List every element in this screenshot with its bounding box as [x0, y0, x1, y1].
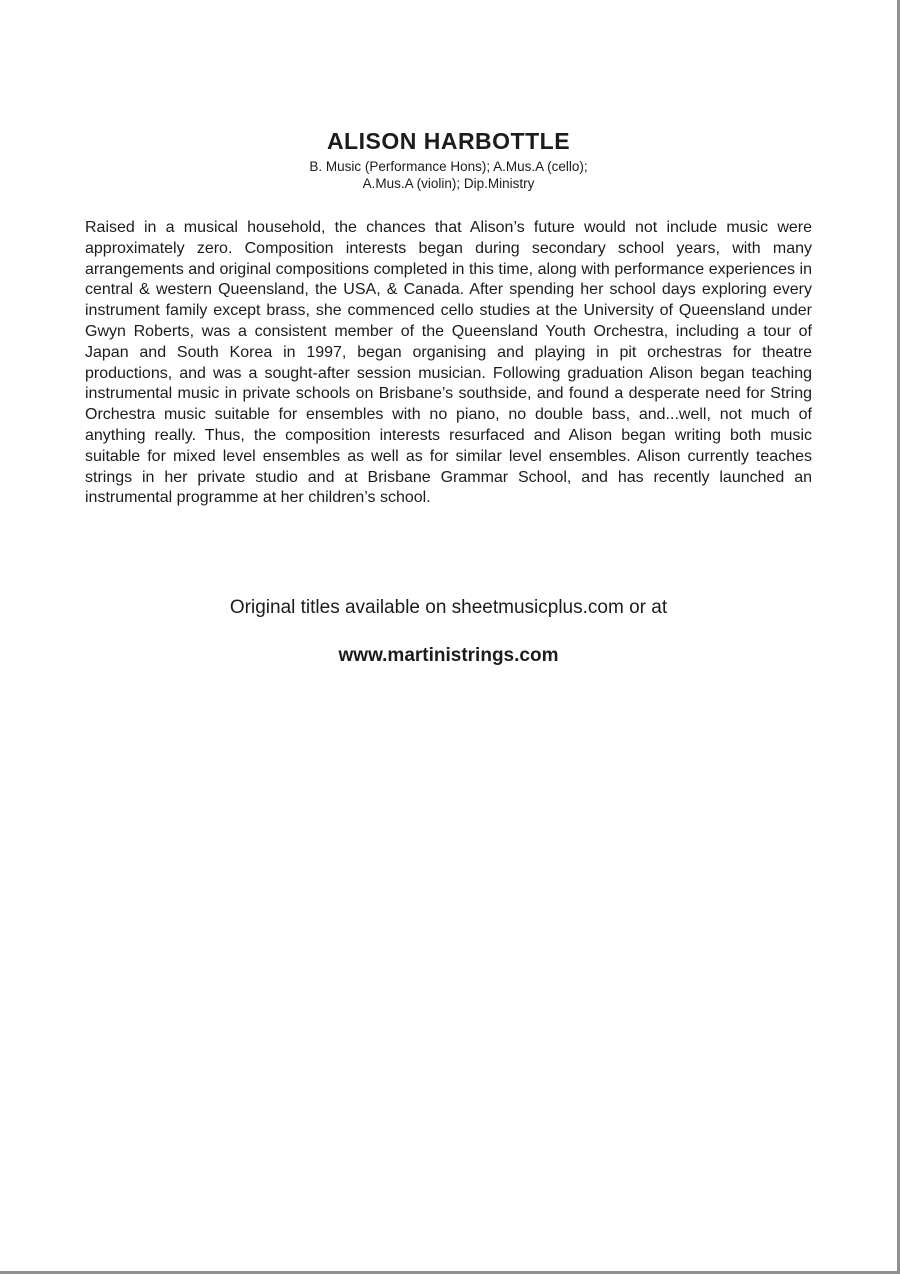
website-url: www.martinistrings.com	[338, 645, 559, 667]
document-header	[0, 0, 897, 192]
availability-note: Original titles available on sheetmusicplus.com or at	[229, 597, 668, 619]
credentials-line-1: B. Music (Performance Hons); A.Mus.A (cello);	[309, 159, 588, 174]
credentials-line-2: A.Mus.A (violin); Dip.Ministry	[362, 176, 535, 191]
page-title: ALISON HARBOTTLE	[326, 128, 571, 154]
credentials-block	[0, 158, 897, 192]
biography-paragraph: Raised in a musical household, the chances that Alison’s future would not include music were approximately zero. Composition interests began during secondary school years, with many arrangements and original compositions completed in this time, along with performance experiences in central & western Queensland, the USA, & Canada. After spending her school days exploring every instrument family except brass, she commenced cello studies at the University of Queensland under Gwyn Roberts, was a consistent member of the Queensland Youth Orchestra, including a tour of Japan and South Korea in 1997, began organising and playing in pit orchestras for theatre productions, and was a sought-after session musician. Following graduation Alison began teaching instrumental music in private schools on Brisbane’s southside, and found a desperate need for String Orchestra music suitable for ensembles with no piano, no double bass, and...well, not much of anything really. Thus, the composition interests resurfaced and Alison began writing both music suitable for mixed level ensembles as well as for similar level ensembles. Alison currently teaches strings in her private studio and at Brisbane Grammar School, and has recently launched an instrumental programme at her children’s school.	[85, 219, 812, 507]
